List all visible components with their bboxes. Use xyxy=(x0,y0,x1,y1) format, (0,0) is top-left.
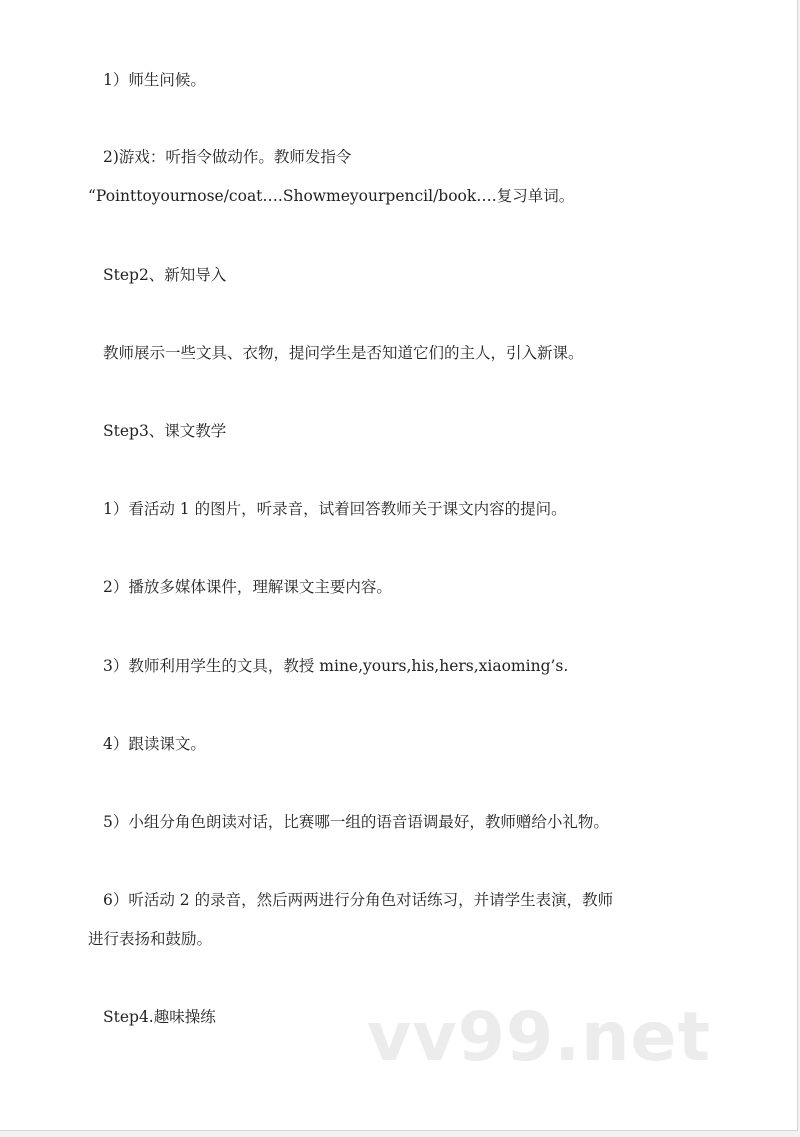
text-line: “Pointtoyournose/coat….Showmeyourpencil/book….复习单词。 xyxy=(88,187,575,205)
watermark: vv99.net xyxy=(367,998,712,1077)
section-heading: Step4.趣味操练 xyxy=(103,1008,216,1026)
text-line: 2）播放多媒体课件，理解课文主要内容。 xyxy=(103,578,392,596)
text-line: 6）听活动 2 的录音，然后两两进行分角色对话练习，并请学生表演，教师 xyxy=(103,891,614,909)
text-line: 2)游戏：听指令做动作。教师发指令 xyxy=(103,148,352,166)
text-line: 5）小组分角色朗读对话，比赛哪一组的语音语调最好，教师赠给小礼物。 xyxy=(103,813,609,831)
text-line: 教师展示一些文具、衣物，提问学生是否知道它们的主人，引入新课。 xyxy=(103,344,584,362)
text-line: 3）教师利用学生的文具，教授 mine,yours,his,hers,xiaoming’s. xyxy=(103,657,569,675)
text-line: 1）看活动 1 的图片，听录音，试着回答教师关于课文内容的提问。 xyxy=(103,500,567,518)
text-line: 进行表扬和鼓励。 xyxy=(88,930,213,948)
section-heading: Step3、课文教学 xyxy=(103,422,227,440)
section-heading: Step2、新知导入 xyxy=(103,266,227,284)
text-line: 1）师生问候。 xyxy=(103,71,206,89)
text-line: 4）跟读课文。 xyxy=(103,735,206,753)
